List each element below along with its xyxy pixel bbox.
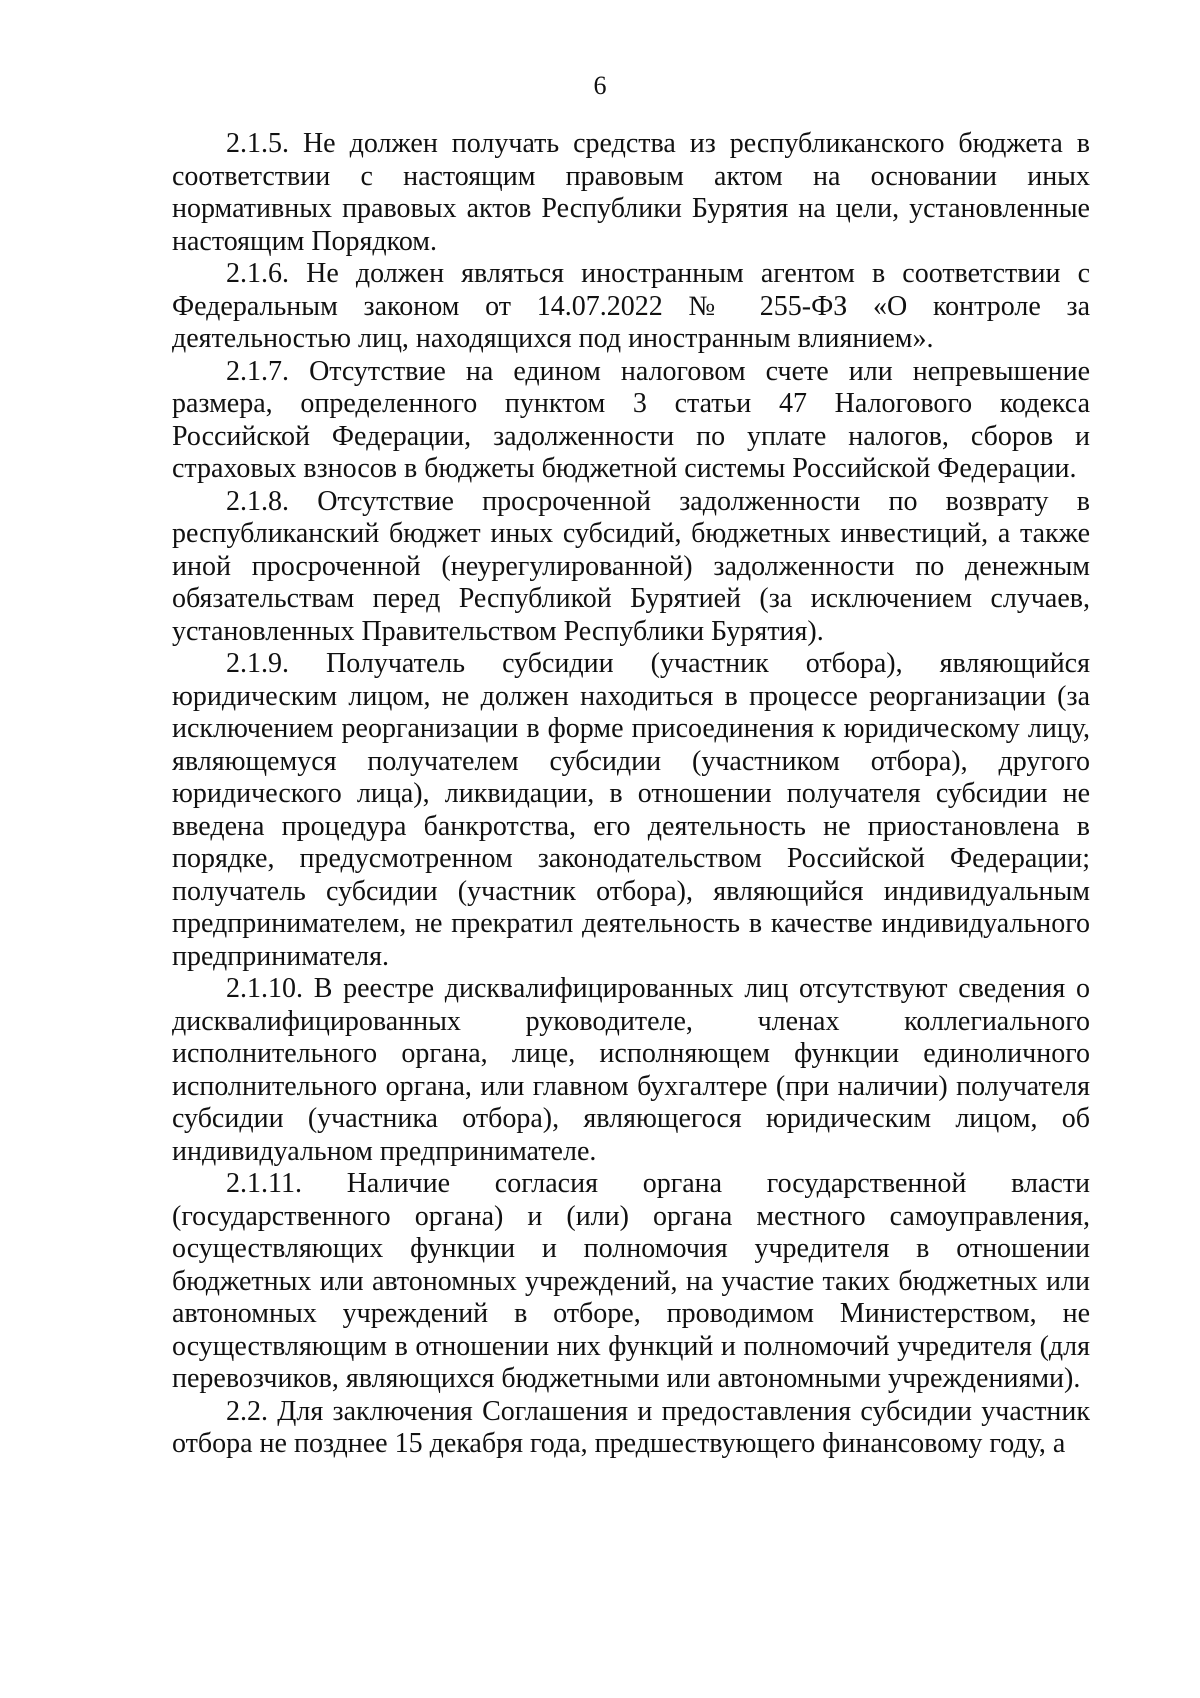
paragraph-2-1-9: 2.1.9. Получатель субсидии (участник отбора), являющийся юридическим лицом, не должен находиться в процессе реорганизации (за исключением реорганизации в форме присоединения к юридическому лицу, являющемуся получателем субсидии (участником отбора), другого юридического лица), ликвидации, в отношении получателя субсидии не введена процедура банкротства, его деятельность не приостановлена в порядке, предусмотренном законодательством Российской Федерации; получатель субсидии (участник отбора), являющийся индивидуальным предпринимателем, не прекратил деятельность в качестве индивидуального предпринимателя. bbox=[172, 648, 1090, 972]
paragraph-2-1-6: 2.1.6. Не должен являться иностранным агентом в соответствии с Федеральным законом от 14.07.2022 № 255-ФЗ «О контроле за деятельностью лиц, находящихся под иностранным влиянием». bbox=[172, 258, 1090, 354]
paragraph-2-1-7: 2.1.7. Отсутствие на едином налоговом счете или непревышение размера, определенного пунктом 3 статьи 47 Налогового кодекса Российской Федерации, задолженности по уплате налогов, сборов и страховых взносов в бюджеты бюджетной системы Российской Федерации. bbox=[172, 355, 1090, 484]
page-number: 6 bbox=[593, 71, 607, 100]
paragraph-2-1-8: 2.1.8. Отсутствие просроченной задолженности по возврату в республиканский бюджет иных субсидий, бюджетных инвестиций, а также иной просроченной (неурегулированной) задолженности по денежным обязательствам перед Республикой Бурятией (за исключением случаев, установленных Правительством Республики Бурятия). bbox=[172, 485, 1090, 647]
paragraph-2-1-11: 2.1.11. Наличие согласия органа государственной власти (государственного органа) и (или) органа местного самоуправления, осуществляющих функции и полномочия учредителя в отношении бюджетных или автономных учреждений, на участие таких бюджетных или автономных учреждений в отборе, проводимом Министерством, не осуществляющим в отношении них функций и полномочий учредителя (для перевозчиков, являющихся бюджетными или автономными учреждениями). bbox=[172, 1168, 1090, 1394]
paragraph-2-2: 2.2. Для заключения Соглашения и предоставления субсидии участник отбора не позднее 15 декабря года, предшествующего финансовому году, а bbox=[172, 1395, 1090, 1459]
paragraph-2-1-10: 2.1.10. В реестре дисквалифицированных лиц отсутствуют сведения о дисквалифицированных руководителе, членах коллегиального исполнительного органа, лице, исполняющем функции единоличного исполнительного органа, или главном бухгалтере (при наличии) получателя субсидии (участника отбора), являющегося юридическим лицом, об индивидуальном предпринимателе. bbox=[172, 973, 1090, 1167]
document-body bbox=[172, 128, 1090, 1461]
paragraph-2-1-5: 2.1.5. Не должен получать средства из республиканского бюджета в соответствии с настоящим правовым актом на основании иных нормативных правовых актов Республики Бурятия на цели, установленные настоящим Порядком. bbox=[172, 128, 1090, 257]
